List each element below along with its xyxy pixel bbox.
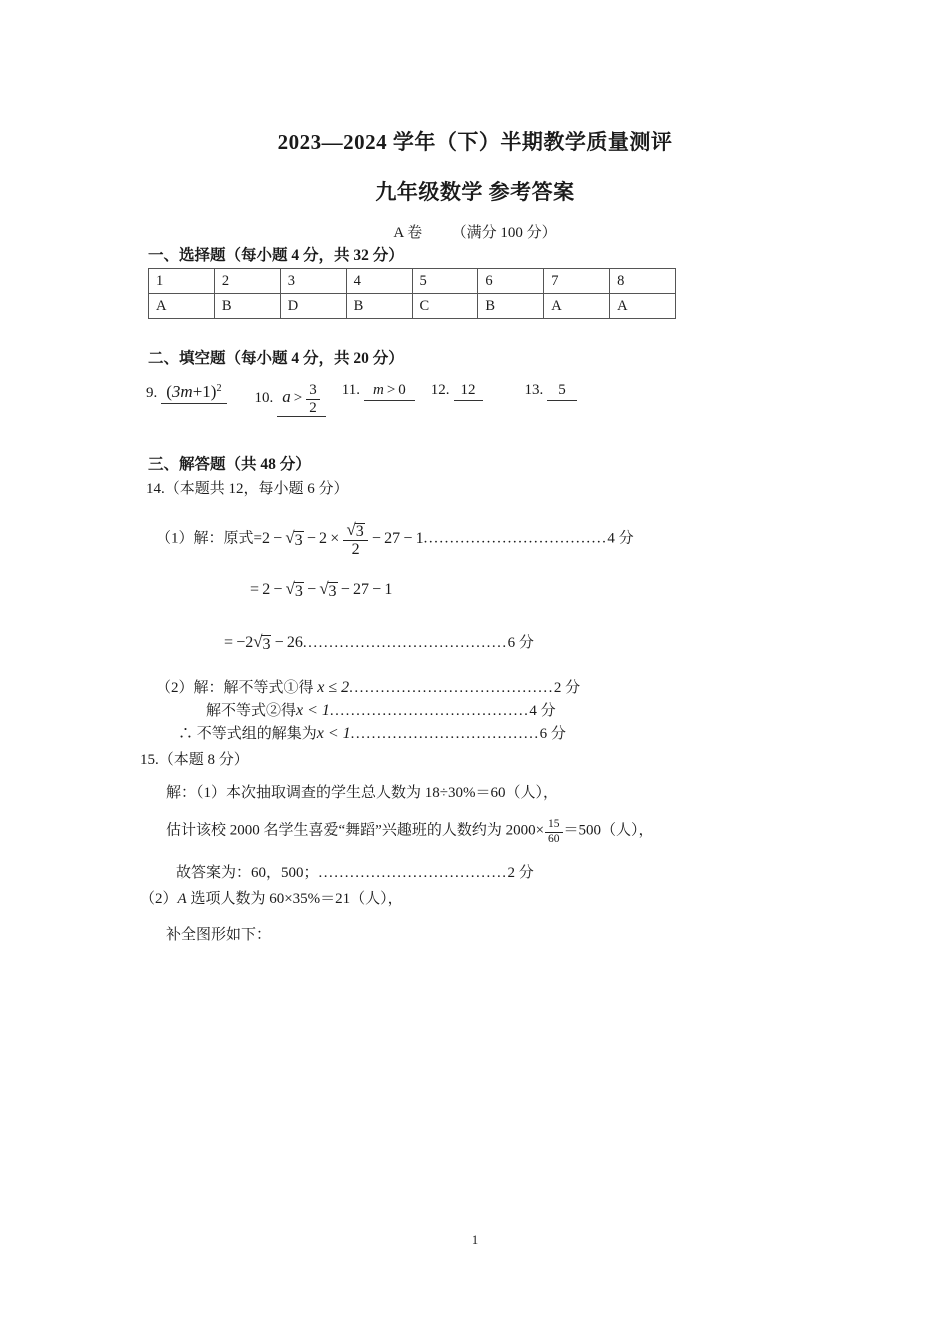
section-heading-solve: 三、解答题（共 48 分）: [148, 456, 311, 473]
q15-line4-option-label: A: [177, 891, 187, 907]
fill-blank-answer-13: 5: [547, 382, 577, 401]
cell-number: 5: [412, 269, 478, 294]
table-row-numbers: [149, 269, 676, 294]
q14-part2-line1-score: 2 分: [553, 680, 581, 696]
fill-blank-answer-9: $(3m+1)^2$: [161, 382, 226, 404]
q14-part1-line3-score: 6 分: [507, 635, 534, 651]
dot-leader: ......................................: [329, 703, 530, 719]
q14-part2-line2-math: x < 1: [296, 702, 330, 719]
dot-leader: ....................................: [318, 865, 508, 881]
q14-part1-line3: [224, 631, 534, 653]
fill-blank-item-10: [255, 382, 326, 417]
q15-line3: [176, 861, 534, 882]
q14-part1-line1: [156, 521, 634, 557]
q14-part2-line2-score: 4 分: [529, 703, 556, 719]
fill-blank-item-12: [431, 382, 483, 401]
q15-line3-score: 2 分: [507, 865, 534, 881]
q14-header: 14.（本题共 12，每小题 6 分）: [146, 481, 349, 497]
cell-answer: B: [214, 294, 280, 319]
fill-blank-answer-12: 12: [454, 382, 483, 401]
q14-part2-line2: [206, 699, 556, 720]
q15-line1: 解：（1）本次抽取调查的学生总人数为 18÷30%＝60（人），: [166, 785, 558, 801]
table-row-answers: [149, 294, 676, 319]
q14-part2-line3-text: ∴ 不等式组的解集为: [178, 726, 317, 742]
cell-number: 1: [149, 269, 215, 294]
q15-line5: 补全图形如下：: [166, 927, 272, 943]
cell-answer: B: [346, 294, 412, 319]
cell-answer: A: [610, 294, 676, 319]
fill-blank-answer-10: a > $\frac{3}{2}$: [277, 382, 325, 417]
fraction-denominator: 60: [548, 832, 560, 845]
q14-part2-line3-math: x < 1: [316, 725, 351, 742]
q14-part2-line3: [178, 722, 566, 743]
q15-line2: [166, 818, 654, 844]
q14-part1-line2: [250, 581, 392, 600]
fill-blank-item-11: [342, 382, 415, 401]
fill-blank-number: 10.: [254, 389, 274, 406]
q15-header: 15.（本题 8 分）: [140, 752, 249, 768]
volume-label: A 卷: [393, 225, 423, 241]
fill-blank-item-9: [146, 382, 227, 404]
q14-part2-line1: [156, 676, 580, 697]
choice-answer-table: [148, 268, 676, 319]
cell-number: 2: [214, 269, 280, 294]
volume-score: （满分 100 分）: [451, 225, 557, 241]
fraction-numerator: 15: [545, 819, 563, 833]
fill-blank-number: 9.: [146, 385, 158, 401]
fill-blank-answers: [146, 382, 577, 417]
q14-part1-line3-expression: = −2 √ 3 − 26: [224, 632, 303, 653]
cell-number: 3: [280, 269, 346, 294]
q14-part1-expression: 2 − √ 3 − 2 × √ 3 2 − 27 − 1: [261, 520, 424, 558]
section-heading-choice: 一、选择题（每小题 4 分，共 32 分）: [148, 247, 404, 264]
q14-part1-score: 4 分: [607, 530, 634, 547]
fill-blank-number: 11.: [341, 382, 360, 398]
cell-number: 4: [346, 269, 412, 294]
q14-part1-line2-expression: = 2 − √ 3 − √ 3 − 27 − 1: [250, 579, 393, 600]
cell-answer: C: [412, 294, 478, 319]
q14-part1-prefix: （1）解：原式=: [156, 530, 262, 547]
q15-line3-text: 故答案为：60，500；: [176, 865, 319, 881]
page-subtitle: 九年级数学 参考答案: [375, 180, 575, 204]
cell-answer: A: [149, 294, 215, 319]
q14-part2-line2-text: 解不等式②得: [206, 703, 297, 719]
section-heading-fill: 二、填空题（每小题 4 分，共 20 分）: [148, 350, 404, 367]
dot-leader: .......................................: [302, 635, 508, 651]
q15-line2-text-b: ＝500（人），: [563, 822, 654, 839]
q14-part2-line1-math: x ≤ 2: [317, 679, 350, 696]
q15-line4-text-a: （2）: [140, 891, 178, 907]
fill-blank-answer-11: m > 0: [364, 382, 415, 401]
volume-line: [0, 221, 950, 242]
fill-blank-number: 12.: [430, 382, 450, 398]
fill-blank-number: 13.: [524, 382, 544, 398]
q15-fraction-15-60: [545, 819, 563, 845]
cell-number: 8: [610, 269, 676, 294]
cell-answer: D: [280, 294, 346, 319]
cell-number: 6: [478, 269, 544, 294]
page-number: 1: [471, 1233, 479, 1247]
cell-number: 7: [544, 269, 610, 294]
q14-part2-line1-text: （2）解：解不等式①得: [156, 680, 314, 696]
cell-answer: A: [544, 294, 610, 319]
dot-leader: .......................................: [349, 680, 554, 696]
page-title: 2023—2024 学年（下）半期教学质量测评: [277, 130, 673, 154]
dot-leader: ...................................: [423, 530, 608, 547]
q14-part2-line3-score: 6 分: [539, 726, 566, 742]
q15-line4: [140, 887, 403, 908]
dot-leader: ....................................: [350, 726, 540, 742]
q15-line4-text-b: 选项人数为 60×35%＝21（人），: [186, 891, 403, 907]
q15-line2-text-a: 估计该校 2000 名学生喜爱“舞蹈”兴趣班的人数约为 2000×: [166, 822, 545, 839]
cell-answer: B: [478, 294, 544, 319]
fill-blank-item-13: [525, 382, 577, 401]
